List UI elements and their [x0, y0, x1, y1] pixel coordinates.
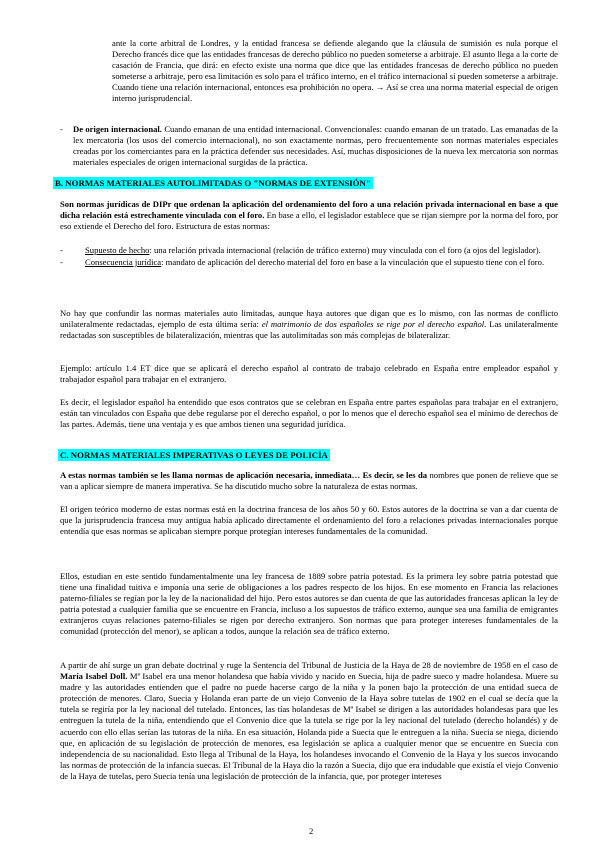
list-structure [60, 245, 558, 268]
paragraph-b-example: Ejemplo: artículo 1.4 ET dice que se aplicará el derecho español al contrato de trabajo celebrado en España entre empleador español y trabajador español para trabajar en el extranjero. [60, 363, 558, 385]
section-heading-c: C. NORMAS MATERIALES IMPERATIVAS O LEYES DE POLICÍA [60, 450, 328, 460]
list-item-supuesto: - Supuesto de hecho: una relación privada internacional (relación de tráfico externo) muy vinculada con el foro (a ojos del legislador). [60, 245, 541, 255]
list-item-international-origin: - De origen internacional. Cuando emanan de una entidad internacional. Convencionales: cuando emanan de un tratado. Las emanadas de la lex mercatoria (los usos del comercio internacional), no son exactamente normas, pero frecuentemente son normas materiales especiales creadas por los comerciantes para en la práctica defender sus necesidades. Así, muchas disposiciones de la nueva lex mercatoria son normas materiales especiales de origen internacional surgidas de la práctica. [60, 124, 558, 168]
paragraph-b-explanation: Es decir, el legislador español ha entendido que esos contratos que se celebran en España entre partes españolas para trabajar en el extranjero, están tan vinculados con España que debe regularse por el derecho español, o por lo menos que el derecho español sea el mínimo de derechos de las partes. Además, tiene una ventaja y es que ambos tienen una seguridad jurídica. [60, 397, 558, 430]
term-international-origin: De origen internacional. [73, 124, 162, 134]
paragraph-c-origin: El origen teórico moderno de estas normas está en la doctrina francesa de los años 50 y 60. Estos autores de la doctrina se van a dar cuenta de que la jurisprudencia francesa muy antigua había aplicado directamente el ordenamiento del foro a relaciones privadas internacionales porque entendía que esas normas se aplicaban siempre porque protegían intereses fundamentales de la comunidad. [60, 504, 558, 537]
paragraph-c-french-law: Ellos, estudian en este sentido fundamentalmente una ley francesa de 1889 sobre patria potestad. Es la primera ley sobre patria potestad que tiene una finalidad tuitiva e imponía una serie de obligaciones a los padres respecto de los hijos. En ese momento en Francia las relaciones paterno-filiales se regían por la ley de la nacionalidad del hijo. Pero estos autores se dan cuenta de que las autoridades francesas aplican la ley de patria potestad a cualquier familia que se encuentre en Francia, incluso a los supuestos de tráfico externo, aunque sea una familia de emigrantes extranjeros cuyas relaciones paterno-filiales se rigen por derecho extranjero. Son normas que para proteger intereses fundamentales de la comunidad (protección del menor), se aplican a todos, aunque la relación sea de tráfico externo. [60, 571, 558, 637]
paragraph-c-doll-case: A partir de ahí surge un gran debate doctrinal y ruge la Sentencia del Tribunal de Justicia de la Haya de 28 de noviembre de 1958 en el caso de María Isabel Doll. Mª Isabel era una menor holandesa que había vivido y nacido en Suecia, hija de padre sueco y madre holandesa. Muere su madre y las autoridades entienden que el padre no puede hacerse cargo de la niña y la ponen bajo la protección de una entidad sueca de protección de menores. Claro, Suecia y Holanda eran parte de un viejo Convenio de la Haya sobre tutelas de 1902 en el cual se decía que la tutela se regiría por la ley nacional del tutelado. Entonces, las tías holandesas de Mª Isabel se dirigen a las autoridades holandesas para que les entreguen la tutela de la niña, entendiendo que el Convenio dice que la tutela se rige por la ley nacional del tutelado (derecho holandés) y de acuerdo con ello ellas serían las tutoras de la niña. En esa situación, Holanda pide a Suecia que le entreguen a la niña. Suecia se niega, diciendo que, en aplicación de su legislación de protección de menores, esa legislación se aplica a cualquier menor que se encuentre en Suecia con independencia de su nacionalidad. Esto llega al Tribunal de la Haya, los holandeses invocando el Convenio de la Haya y los suecos invocando las normas de protección de la infancia suecas. El Tribunal de la Haya dio la razón a Suecia, dijo que era indudable que existía el viejo Convenio de la Haya de tutelas, pero Suecia tenía una legislación de protección de la infancia, que, por proteger intereses [60, 660, 558, 781]
section-heading-b: B. NORMAS MATERIALES AUTOLIMITADAS O "NORMAS DE EXTENSIÓN" [55, 178, 371, 188]
list-item-consecuencia: - Consecuencia jurídica: mandato de aplicación del derecho material del foro en base a la vinculación que el supuesto tiene con el foro. [60, 257, 545, 268]
page-number: 2 [309, 826, 314, 836]
arrow-conclusion: → Así se crea una norma material especial de origen interno jurisprudencial. [112, 82, 558, 104]
paragraph-b-intro: Son normas jurídicas de DIPr que ordenan la aplicación del ordenamiento del foro a una relación privada internacional en base a que dicha relación está estrechamente vinculada con el foro. En base a ello, el legislador establece que se rijan siempre por la norma del foro, por eso extiende el Derecho del foro. Estructura de estas normas: [60, 199, 558, 232]
paragraph-c-intro: A estas normas también se les llama normas de aplicación necesaria, inmediata… Es decir, se les da nombres que ponen de relieve que se van a aplicar siempre de manera imperativa. Se ha discutido mucho sobre la naturaleza de estas normas. [60, 470, 558, 492]
paragraph-arbitration-case: ante la corte arbitral de Londres, y la entidad francesa se defiende alegando que la cláusula de sumisión es nula porque el Derecho francés dice que las entidades francesas de derecho público no pueden someterse a arbitraje. El asunto llega a la corte de casación de Francia, que dirá: en efecto existe una norma que dice que las entidades francesas de derecho público no pueden someterse a arbitraje, pero esa limitación es solo para el tráfico interno, en el tráfico internacional sí pueden someterse a arbitraje. Cuando tiene una relación internacional, entonces esa prohibición no opera. → Así se crea una norma material especial de origen interno jurisprudencial. [112, 38, 558, 104]
paragraph-b-distinction: No hay que confundir las normas materiales auto limitadas, aunque haya autores que digan que es lo mismo, con las normas de conflicto unilateralmente redactadas, ejemplo de esta última sería: el matrimonio de dos españoles se rige por el derecho español. Las unilateralmente redactadas son susceptibles de bilateralización, mientras que las autolimitadas son más complejas de bilateralizar. [60, 308, 558, 341]
